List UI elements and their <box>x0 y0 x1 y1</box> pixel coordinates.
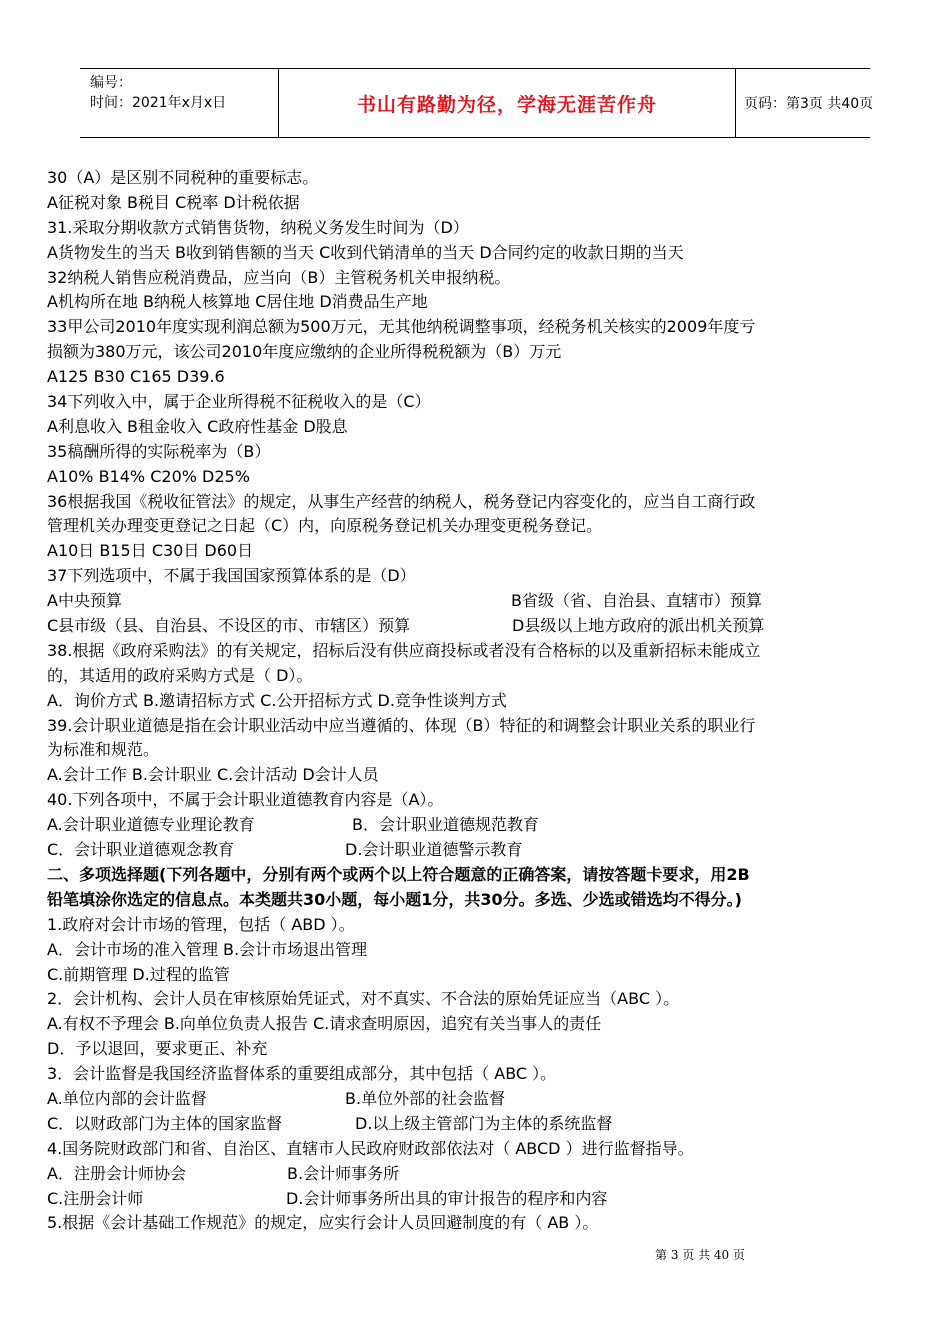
options-32: A机构所在地 B纳税人核算地 C居住地 D消费品生产地 <box>47 292 428 312</box>
question-list <box>47 166 902 1236</box>
options-36: A10日 B15日 C30日 D60日 <box>47 541 254 561</box>
question-34: 34下列收入中，属于企业所得税不征税收入的是（C） <box>47 392 431 412</box>
header-page-info: 页码：第3页 共40页 <box>744 96 874 112</box>
options-40-row2 <box>47 838 902 863</box>
question-37: 37下列选项中，不属于我国国家预算体系的是（D） <box>47 566 416 586</box>
option-40-a: A.会计职业道德专业理论教育 <box>47 815 255 835</box>
mq-4-options-row1 <box>47 1162 902 1187</box>
header-meta <box>80 69 278 137</box>
mq-3-option-b: B.单位外部的社会监督 <box>345 1088 506 1108</box>
options-33: A125 B30 C165 D39.6 <box>47 367 225 387</box>
question-36: 36根据我国《税收征管法》的规定，从事生产经营的纳税人，税务登记内容变化的，应当自工商行政 <box>47 491 756 511</box>
section-heading-cont: 铅笔填涂你选定的信息点。本类题共30小题，每小题1分，共30分。多选、少选或错选均不得分。) <box>47 889 742 909</box>
document-date-label: 时间：2021年x月x日 <box>90 95 227 111</box>
mq-2-options-row2: D．予以退回，要求更正、补充 <box>47 1039 268 1059</box>
options-37-row2 <box>47 614 902 639</box>
question-33-cont: 损额为380万元，该公司2010年度应缴纳的企业所得税税额为（B）万元 <box>47 342 562 362</box>
mq-2-options-row1: A.有权不予理会 B.向单位负责人报告 C.请求查明原因，追究有关当事人的责任 <box>47 1014 602 1034</box>
header-motto-cell <box>278 69 736 137</box>
section-heading: 二、多项选择题(下列各题中，分别有两个或两个以上符合题意的正确答案，请按答题卡要求，用2B <box>47 864 750 884</box>
mq-3-options-row2 <box>47 1112 902 1137</box>
question-38-cont: 的，其适用的政府采购方式是（ D）。 <box>47 665 313 685</box>
mq-4-option-a: A．注册会计师协会 <box>47 1163 186 1183</box>
option-37-b: B省级（省、自治县、直辖市）预算 <box>511 591 762 611</box>
mq-3-options-row1 <box>47 1087 902 1112</box>
question-39: 39.会计职业道德是指在会计职业活动中应当遵循的、体现（B）特征的和调整会计职业关系的职业行 <box>47 715 756 735</box>
option-40-b: B．会计职业道德规范教育 <box>352 815 539 835</box>
question-40: 40.下列各项中，不属于会计职业道德教育内容是（A）。 <box>47 790 444 810</box>
option-37-d: D县级以上地方政府的派出机关预算 <box>512 616 765 636</box>
option-40-d: D.会计职业道德警示教育 <box>345 840 523 860</box>
document-number-label: 编号： <box>90 75 132 91</box>
page-footer: 第 3 页 共 40 页 <box>655 1248 745 1262</box>
mq-4-option-d: D.会计师事务所出具的审计报告的程序和内容 <box>286 1188 608 1208</box>
options-35: A10% B14% C20% D25% <box>47 466 250 486</box>
options-38: A．询价方式 B.邀请招标方式 C.公开招标方式 D.竞争性谈判方式 <box>47 690 507 710</box>
question-35: 35稿酬所得的实际税率为（B） <box>47 441 271 461</box>
header-motto: 书山有路勤为径，学海无涯苦作舟 <box>356 93 657 116</box>
mq-3-option-d: D.以上级主管部门为主体的系统监督 <box>355 1113 613 1133</box>
mq-3-option-c: C．以财政部门为主体的国家监督 <box>47 1113 283 1133</box>
options-39: A.会计工作 B.会计职业 C.会计活动 D会计人员 <box>47 765 379 785</box>
question-36-cont: 管理机关办理变更登记之日起（C）内，向原税务登记机关办理变更税务登记。 <box>47 516 603 536</box>
options-40-row1 <box>47 813 902 838</box>
mq-1-options-row2: C.前期管理 D.过程的监管 <box>47 964 230 984</box>
option-37-c: C县市级（县、自治县、不设区的市、市辖区）预算 <box>47 616 411 636</box>
mq-4-option-b: B.会计师事务所 <box>287 1163 400 1183</box>
option-40-c: C．会计职业道德观念教育 <box>47 840 235 860</box>
options-31: A货物发生的当天 B收到销售额的当天 C收到代销清单的当天 D合同约定的收款日期的当天 <box>47 242 684 262</box>
header-page-cell <box>736 69 874 137</box>
page-header <box>80 68 874 138</box>
mq-1-options-row1: A．会计市场的准入管理 B.会计市场退出管理 <box>47 939 368 959</box>
question-39-cont: 为标准和规范。 <box>47 740 160 760</box>
mq-1: 1.政府对会计市场的管理，包括（ ABD ）。 <box>47 914 355 934</box>
mq-4-option-c: C.注册会计师 <box>47 1188 144 1208</box>
mq-2: 2．会计机构、会计人员在审核原始凭证式，对不真实、不合法的原始凭证应当（ABC ）。 <box>47 989 680 1009</box>
mq-3: 3．会计监督是我国经济监督体系的重要组成部分，其中包括（ ABC ）。 <box>47 1064 557 1084</box>
mq-5: 5.根据《会计基础工作规范》的规定，应实行会计人员回避制度的有（ AB ）。 <box>47 1213 599 1233</box>
question-31: 31.采取分期收款方式销售货物，纳税义务发生时间为（D） <box>47 217 469 237</box>
options-34: A利息收入 B租金收入 C政府性基金 D股息 <box>47 416 348 436</box>
question-32: 32纳税人销售应税消费品，应当向（B）主管税务机关申报纳税。 <box>47 267 511 287</box>
question-38: 38.根据《政府采购法》的有关规定，招标后没有供应商投标或者没有合格标的以及重新招标未能成立 <box>47 640 761 660</box>
options-37-row1 <box>47 589 902 614</box>
question-30: 30（A）是区别不同税种的重要标志。 <box>47 168 319 187</box>
mq-4-options-row2 <box>47 1187 902 1212</box>
question-33: 33甲公司2010年度实现利润总额为500万元，无其他纳税调整事项，经税务机关核实的2009年度亏 <box>47 317 756 337</box>
option-37-a: A中央预算 <box>47 591 122 611</box>
options-30: A征税对象 B税目 C税率 D计税依据 <box>47 192 300 212</box>
mq-4: 4.国务院财政部门和省、自治区、直辖市人民政府财政部依法对（ ABCD ）进行监督指导。 <box>47 1138 694 1158</box>
mq-3-option-a: A.单位内部的会计监督 <box>47 1088 207 1108</box>
